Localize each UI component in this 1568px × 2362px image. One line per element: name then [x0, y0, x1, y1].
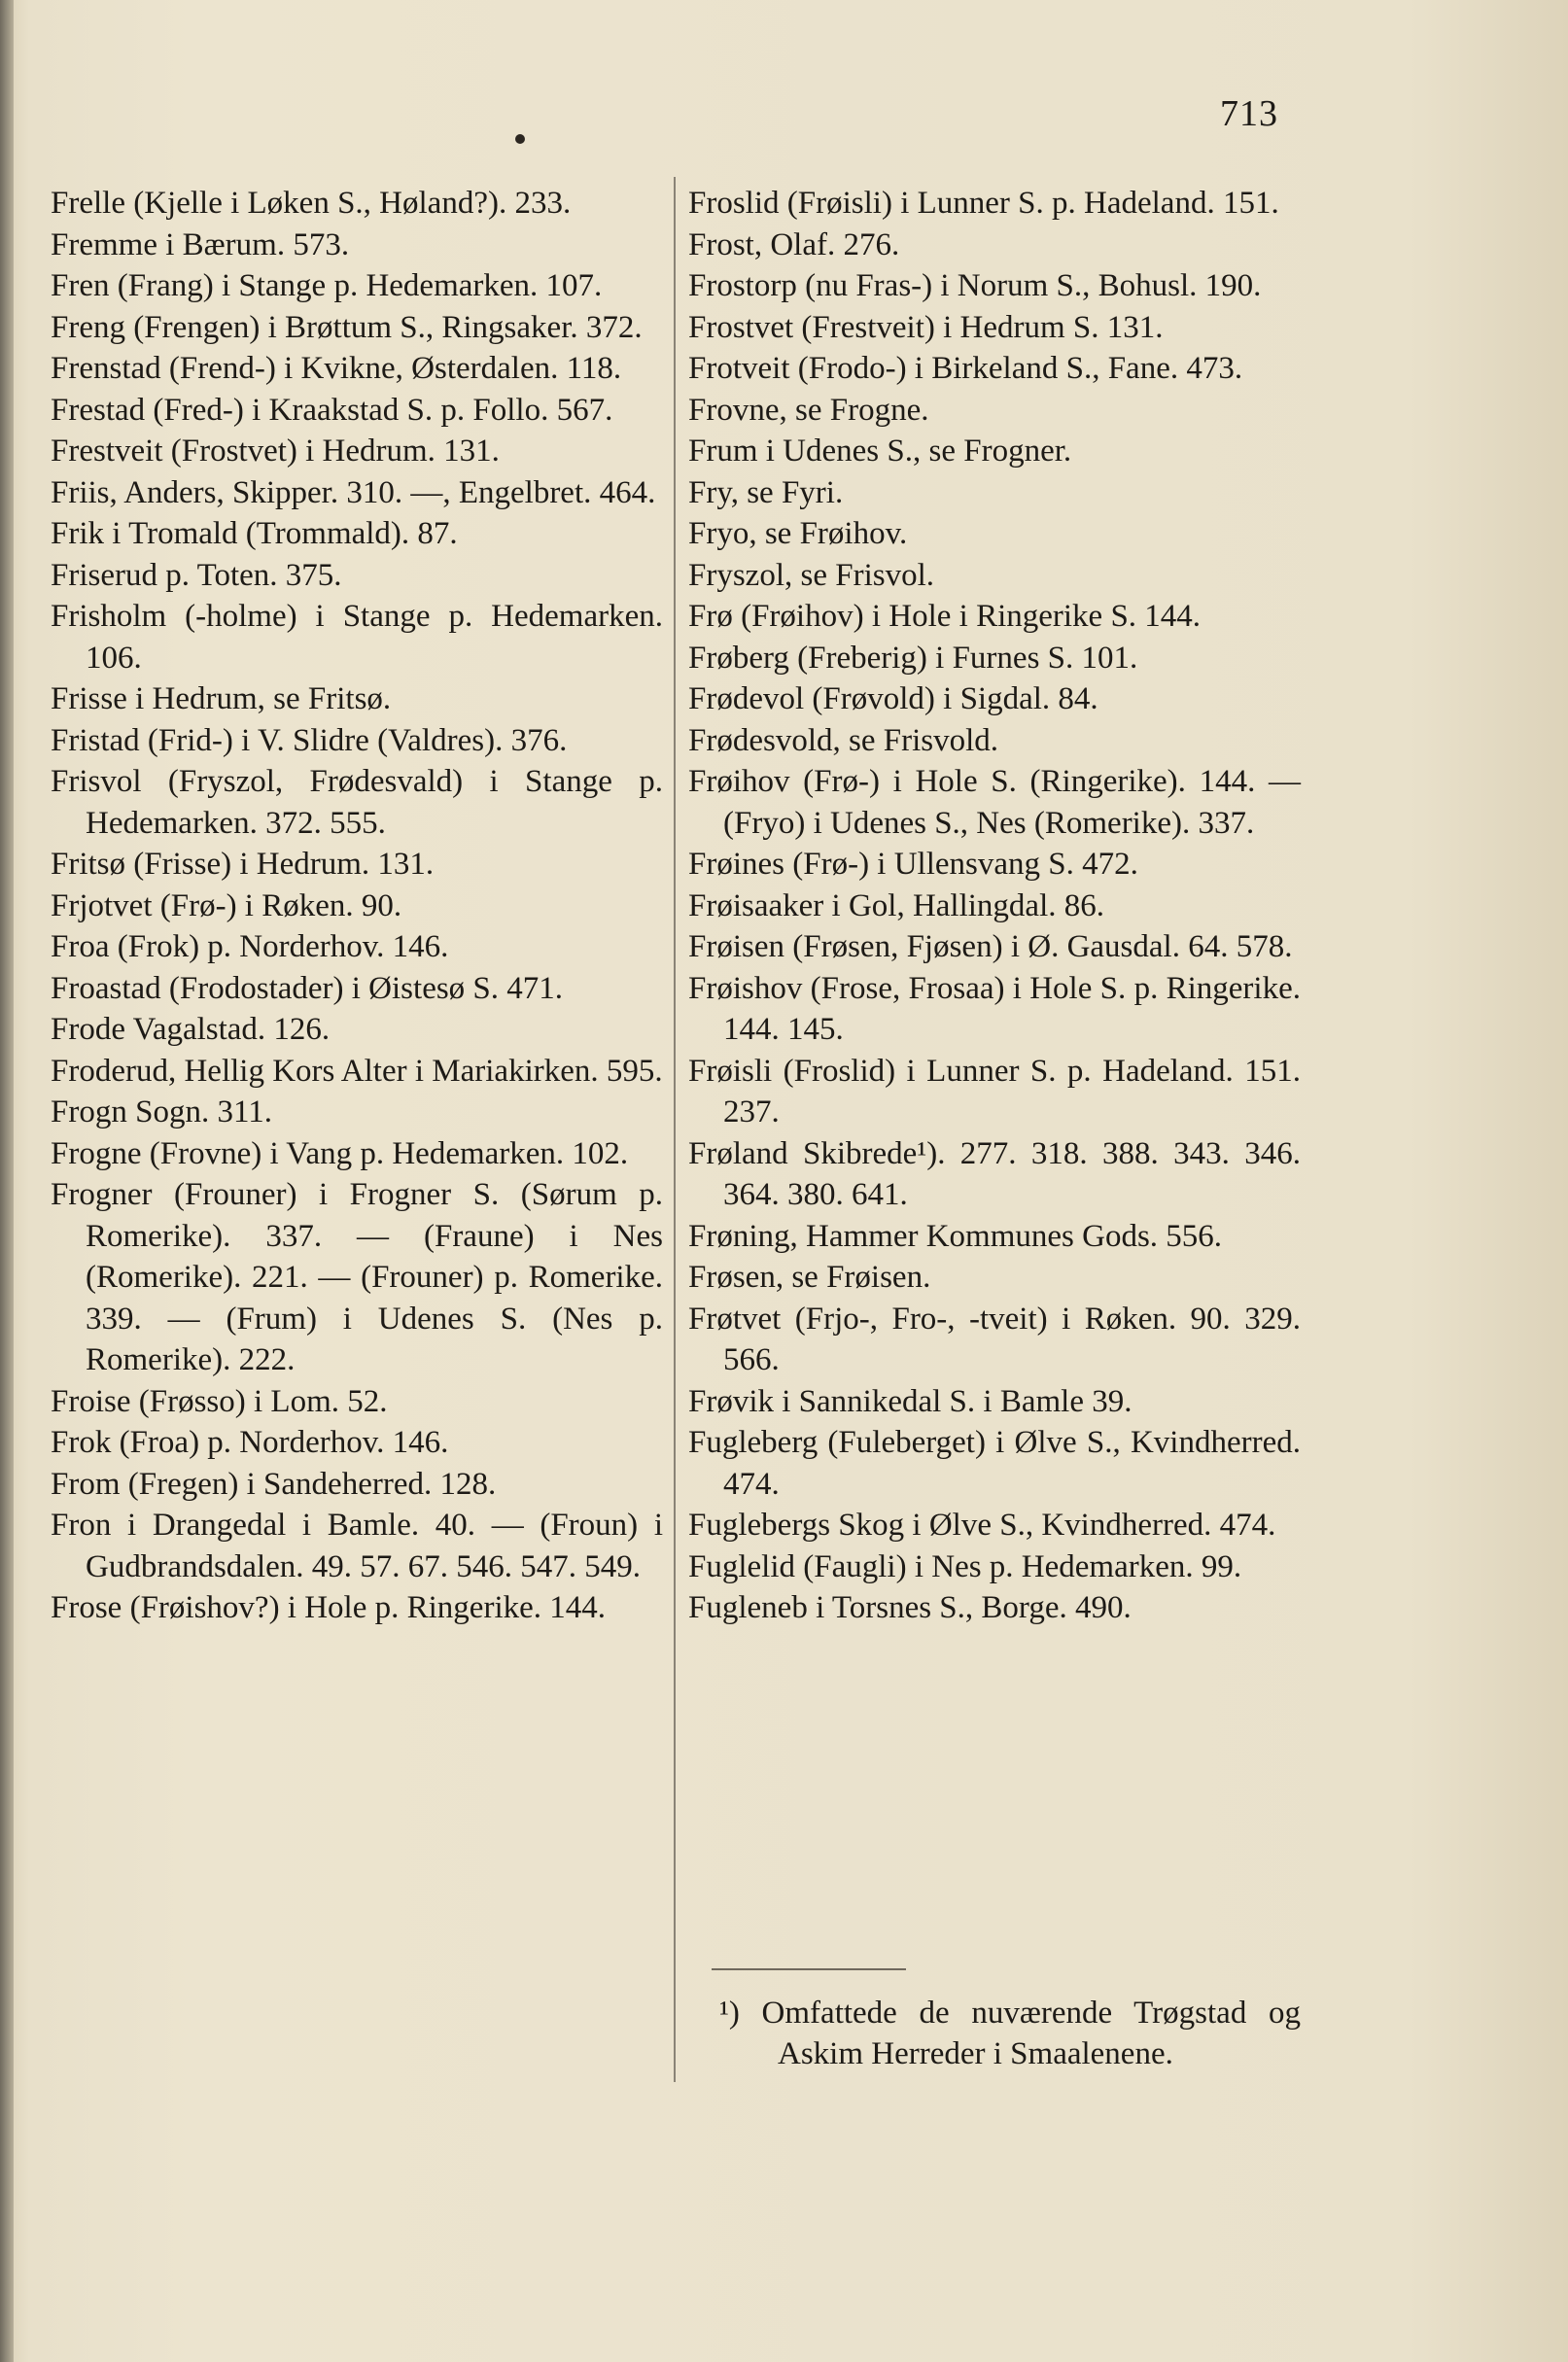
index-entry: Fritsø (Frisse) i Hedrum. 131.: [51, 847, 435, 882]
index-entry: Froslid (Frøisli) i Lunner S. p. Hadeland. 151.: [688, 186, 1279, 221]
index-entry: Freng (Frengen) i Brøttum S., Ringsaker. 372.: [51, 309, 643, 345]
index-entry: Frostorp (nu Fras-) i Norum S., Bohusl. 190.: [688, 268, 1262, 303]
index-entry: Fryszol, se Frisvol.: [688, 557, 935, 593]
index-entry: Frø (Frøihov) i Hole i Ringerike S. 144.: [688, 599, 1202, 634]
index-entry: Fremme i Bærum. 573.: [51, 226, 350, 262]
index-entry: Froderud, Hellig Kors Alter i Mariakirken. 595.: [51, 1053, 663, 1089]
index-entry: Frøines (Frø-) i Ullensvang S. 472.: [688, 847, 1138, 882]
index-entry: Frøihov (Frø-) i Hole S. (Ringerike). 144. — (Fryo) i Udenes S., Nes (Romerike). 337.: [688, 764, 1301, 841]
index-entry: Frostvet (Frestveit) i Hedrum S. 131.: [688, 309, 1164, 345]
index-entry: Frestveit (Frostvet) i Hedrum. 131.: [51, 434, 500, 469]
index-entry: Frik i Tromald (Trommald). 87.: [51, 516, 458, 551]
index-entry: Frode Vagalstad. 126.: [51, 1012, 331, 1047]
ink-spot: [515, 134, 525, 144]
index-entry: Frovne, se Frogne.: [688, 392, 929, 428]
index-entry: Frøberg (Freberig) i Furnes S. 101.: [688, 640, 1138, 676]
index-entry: Fugleberg (Fuleberget) i Ølve S., Kvindherred. 474.: [688, 1425, 1301, 1502]
index-entry: Froastad (Frodostader) i Øistesø S. 471.: [51, 970, 564, 1006]
index-entry: Friis, Anders, Skipper. 310. —, Engelbret. 464.: [51, 474, 656, 510]
index-entry: Frestad (Fred-) i Kraakstad S. p. Follo. 567.: [51, 392, 613, 428]
index-entry: Frøisen (Frøsen, Fjøsen) i Ø. Gausdal. 64. 578.: [688, 929, 1293, 964]
index-entry: Frisvol (Fryszol, Frødesvald) i Stange p. Hedemarken. 372. 555.: [51, 764, 663, 841]
index-entry: Fryo, se Frøihov.: [688, 516, 908, 551]
index-entry: From (Fregen) i Sandeherred. 128.: [51, 1466, 497, 1502]
page-binding-edge: [0, 0, 14, 2362]
index-entry: Frøland Skibrede¹). 277. 318. 388. 343. 346. 364. 380. 641.: [688, 1135, 1301, 1212]
footnote-rule: [712, 1968, 906, 1970]
index-entry: Frogne (Frovne) i Vang p. Hedemarken. 102.: [51, 1135, 629, 1171]
index-entry: Fristad (Frid-) i V. Slidre (Valdres). 376.: [51, 722, 568, 758]
footnote: ¹) Omfattede de nuværende Trøgstad og Askim Herreder i Smaalenene.: [719, 1996, 1301, 2071]
index-entry: Frøisaaker i Gol, Hallingdal. 86.: [688, 887, 1105, 923]
index-entry: Friserud p. Toten. 375.: [51, 557, 342, 593]
index-entry: Frogn Sogn. 311.: [51, 1094, 272, 1129]
index-entry: Fugleneb i Torsnes S., Borge. 490.: [688, 1590, 1132, 1625]
index-entry: Frost, Olaf. 276.: [688, 226, 900, 262]
index-entry: Frødevol (Frøvold) i Sigdal. 84.: [688, 681, 1098, 716]
index-entry: Frisholm (-holme) i Stange p. Hedemarken. 106.: [51, 599, 663, 676]
index-entry: Fren (Frang) i Stange p. Hedemarken. 107.: [51, 268, 603, 303]
index-entry: Frose (Frøishov?) i Hole p. Ringerike. 144.: [51, 1590, 607, 1625]
index-entry: Fry, se Fyri.: [688, 474, 844, 510]
index-entry: Frøisli (Froslid) i Lunner S. p. Hadeland. 151. 237.: [688, 1053, 1301, 1129]
index-entry: Frøsen, se Frøisen.: [688, 1260, 931, 1295]
index-entry: Fuglelid (Faugli) i Nes p. Hedemarken. 99.: [688, 1548, 1242, 1584]
index-entry: Frøning, Hammer Kommunes Gods. 556.: [688, 1218, 1223, 1254]
index-entry: Frok (Froa) p. Norderhov. 146.: [51, 1425, 449, 1460]
index-entry: Fron i Drangedal i Bamle. 40. — (Froun) i Gudbrandsdalen. 49. 57. 67. 546. 547. 549.: [51, 1508, 663, 1584]
index-entry: Froa (Frok) p. Norderhov. 146.: [51, 929, 449, 964]
index-entry: Frum i Udenes S., se Frogner.: [688, 434, 1072, 469]
page-number: 713: [1220, 93, 1278, 134]
left-column: [51, 183, 663, 1629]
index-entry: Frisse i Hedrum, se Fritsø.: [51, 681, 392, 716]
column-divider: [674, 177, 676, 2082]
index-entry: Frødesvold, se Frisvold.: [688, 722, 999, 758]
index-entry: Froise (Frøsso) i Lom. 52.: [51, 1383, 388, 1419]
index-entry: Frøishov (Frose, Frosaa) i Hole S. p. Ringerike. 144. 145.: [688, 970, 1301, 1047]
index-entry: Frelle (Kjelle i Løken S., Høland?). 233.: [51, 186, 572, 221]
right-column: [688, 183, 1301, 1629]
index-entry: Fuglebergs Skog i Ølve S., Kvindherred. 474.: [688, 1508, 1276, 1543]
index-entry: Frotveit (Frodo-) i Birkeland S., Fane. 473.: [688, 351, 1243, 386]
index-entry: Frjotvet (Frø-) i Røken. 90.: [51, 887, 402, 923]
index-entry: Frøtvet (Frjo-, Fro-, -tveit) i Røken. 90. 329. 566.: [688, 1301, 1301, 1377]
index-entry: Frogner (Frouner) i Frogner S. (Sørum p. Romerike). 337. — (Fraune) i Nes (Romerike). 221. — (Frouner) p. Romerike. 339. — (Frum) i Udenes S. (Nes p. Romerike). 222.: [51, 1177, 663, 1377]
index-entry: Frenstad (Frend-) i Kvikne, Østerdalen. 118.: [51, 351, 622, 386]
index-entry: Frøvik i Sannikedal S. i Bamle 39.: [688, 1383, 1132, 1419]
